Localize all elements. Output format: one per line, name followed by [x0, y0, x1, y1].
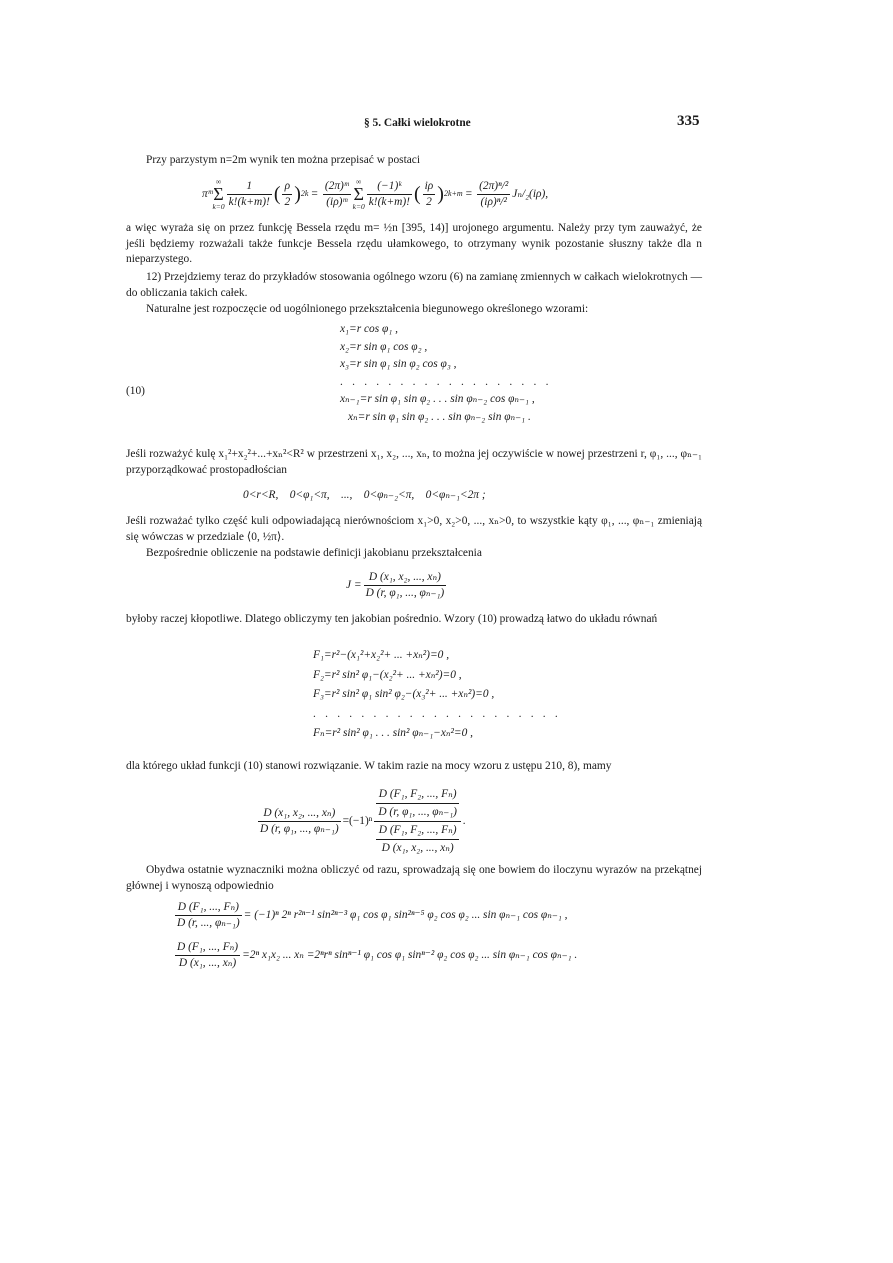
equation-line: x₁=r cos φ₁ , — [340, 323, 398, 335]
fraction — [258, 806, 341, 837]
numerator: D (F₁, ..., Fₙ) — [175, 900, 242, 916]
denominator: 2 — [284, 195, 291, 208]
jacobian-definition — [346, 570, 448, 601]
numerator: D (x₁, x₂, ..., xₙ) — [258, 806, 341, 822]
denominator: k!(k+m)! — [228, 195, 270, 208]
denominator: D (r, φ₁, ..., φₙ₋₁) — [378, 806, 457, 818]
paragraph: byłoby raczej kłopotliwe. Dlatego obliczymy ten jakobian pośrednio. Wzory (10) prowadzą łatwo do układu równań — [126, 613, 658, 625]
sum-lower: k=0 — [212, 202, 225, 211]
fraction — [282, 179, 292, 210]
eq-term: =(−1)ⁿ — [342, 815, 373, 827]
paragraph: a więc wyraża się on przez funkcję Bessela rzędu m= ½n [395, 14)] urojonego argumentu. Należy przy tym zauważyć, że jeśli będziemy rozważali także funkcje Bessela rzędu ułamkowego, to otrzymany wynik pozostanie słuszny także dla n nieparzystego. — [126, 222, 702, 265]
denominator: D (r, φ₁, ..., φₙ₋₁) — [260, 823, 339, 835]
equation-line: xₙ₋₁=r sin φ₁ sin φ₂ . . . sin φₙ₋₂ cos φₙ₋₁ , — [340, 393, 535, 405]
eq-term: =2ⁿ x₁x₂ ... xₙ =2ⁿrⁿ sinⁿ⁻¹ φ₁ cos φ₁ sinⁿ⁻² φ₂ cos φ₂ ... sin φₙ₋₁ cos φₙ₋₁ . — [242, 949, 578, 961]
numerator: D (F₁, ..., Fₙ) — [175, 940, 240, 956]
equation-system — [313, 646, 561, 744]
compound-fraction — [374, 786, 461, 857]
numerator: D (x₁, x₂, ..., xₙ) — [364, 570, 447, 586]
equation-line: xₙ=r sin φ₁ sin φ₂ . . . sin φₙ₋₂ sin φₙ₋₁ . — [348, 410, 531, 423]
eq-term: . — [462, 815, 466, 827]
equation-number: (10) — [126, 385, 145, 397]
numerator: (2π)ᵐ — [323, 179, 351, 195]
denominator: (iρ)ⁿ/² — [480, 195, 507, 208]
fraction — [423, 179, 436, 210]
equation-line: F₁=r²−(x₁²+x₂²+ ... +xₙ²)=0 , — [313, 649, 450, 661]
paragraph: Naturalne jest rozpoczęcie od uogólnionego przekształcenia biegunowego określonego wzorami: — [146, 303, 589, 315]
fraction — [175, 900, 242, 931]
polar-equations — [340, 321, 552, 426]
denominator: D (x₁, x₂, ..., xₙ) — [381, 842, 454, 854]
sum-sign: ∞ Σ k=0 — [212, 177, 225, 211]
denominator: k!(k+m)! — [368, 195, 410, 208]
denominator: D (r, ..., φₙ₋₁) — [177, 917, 240, 929]
numerator: ρ — [282, 179, 292, 195]
eq-term: πᵐ — [202, 187, 213, 200]
paragraph: dla którego układ funkcji (10) stanowi rozwiązanie. W takim razie na mocy wzoru z ustępu 210, 8), mamy — [126, 760, 612, 772]
equation-line: Fₙ=r² sin² φ₁ . . . sin² φₙ₋₁−xₙ²=0 , — [313, 727, 474, 739]
bessel-equation: πᵐ ∞ Σ k=0 $\frac{1}{k!(k+m)!}$ ( $\frac{\rho}{2}$ ) 2k = $\frac{\text{(2π)ᵐ}}{\text{(iρ)ᵐ}}$ ∞ Σ k=0 $\frac{\text{(−1)ᵏ}}{k!(k+m)!}$ ( $\frac{i\rho}{2}$ ) 2k+m = $\frac{\text{(2π)ⁿ/²}}{\text{(iρ)ⁿ/²}}$ Jₙ/₂(iρ), — [202, 177, 549, 211]
denominator: D (r, φ₁, ..., φₙ₋₁) — [365, 587, 445, 599]
sum-lower: k=0 — [352, 202, 365, 211]
sum-sign: ∞ Σ k=0 — [352, 177, 365, 211]
denominator: D (x₁, ..., xₙ) — [178, 957, 237, 969]
equation-line: F₂=r² sin² φ₁−(x₂²+ ... +xₙ²)=0 , — [313, 668, 462, 681]
numerator: 1 — [227, 179, 272, 195]
paragraph: Jeśli rozważyć kulę x₁²+x₂²+...+xₙ²<R² w przestrzeni x₁, x₂, ..., xₙ, to można jej oczywiście w nowej przestrzeni r, φ₁, ..., φₙ₋₁ przyporządkować prostopadłościan — [126, 448, 702, 476]
determinant-1 — [173, 900, 568, 931]
equation-line: F₃=r² sin² φ₁ sin² φ₂−(x₃²+ ... +xₙ²)=0 , — [313, 688, 495, 700]
paragraph: Bezpośrednie obliczenie na podstawie definicji jakobianu przekształcenia — [146, 547, 482, 559]
denominator: (iρ)ᵐ — [326, 195, 348, 208]
paragraph: Jeśli rozważać tylko część kuli odpowiadającą nierównościom x₁>0, x₂>0, ..., xₙ>0, to wszystkie kąty φ₁, ..., φₙ₋₁ zmieniają się wówczas w przedziale ⟨0, ½π⟩. — [126, 515, 702, 543]
equation-ellipsis: . . . . . . . . . . . . . . . . . . — [340, 375, 552, 388]
equation-line: x₃=r sin φ₁ sin φ₂ cos φ₃ , — [340, 358, 457, 370]
denominator: 2 — [426, 195, 432, 208]
sum-upper: ∞ — [356, 177, 362, 186]
numerator: (−1)ᵏ — [367, 179, 412, 195]
page-number: 335 — [677, 113, 700, 129]
fraction — [227, 179, 272, 210]
eq-term: = (−1)ⁿ 2ⁿ r²ⁿ⁻¹ sin²ⁿ⁻³ φ₁ cos φ₁ sin²ⁿ⁻⁵ φ₂ cos φ₂ ... sin φₙ₋₁ cos φₙ₋₁ , — [243, 909, 568, 921]
fraction — [364, 570, 447, 601]
equation-ellipsis: . . . . . . . . . . . . . . . . . . . . . — [313, 707, 561, 720]
fraction — [374, 786, 461, 821]
numerator: (2π)ⁿ/² — [477, 179, 510, 195]
paragraph: Obydwa ostatnie wyznaczniki można obliczyć od razu, sprowadzają się one bowiem do iloczynu wyrazów na przekątnej głównej i wynoszą odpowiednio — [126, 864, 702, 892]
determinant-2 — [173, 940, 577, 971]
fraction — [323, 179, 351, 210]
eq-term: J = — [346, 579, 362, 591]
running-title: § 5. Całki wielokrotne — [364, 117, 471, 129]
fraction — [175, 940, 240, 971]
fraction — [367, 179, 412, 210]
numerator: D (F₁, F₂, ..., Fₙ) — [376, 786, 459, 804]
numerator: D (F₁, F₂, ..., Fₙ) — [376, 822, 459, 840]
equation-line: x₂=r sin φ₁ cos φ₂ , — [340, 340, 428, 353]
box-inequalities: 0<r<R, 0<φ₁<π, ..., 0<φₙ₋₂<π, 0<φₙ₋₁<2π ; — [243, 489, 486, 501]
fraction — [477, 179, 510, 210]
paragraph: 12) Przejdziemy teraz do przykładów stosowania ogólnego wzoru (6) na zamianę zmiennych w całkach wielokrotnych — do obliczania takich całek. — [126, 271, 702, 299]
numerator: iρ — [423, 179, 436, 195]
sum-upper: ∞ — [215, 177, 222, 186]
paragraph: Przy parzystym n=2m wynik ten można przepisać w postaci — [146, 154, 421, 166]
jacobian-relation — [256, 786, 466, 857]
bessel-function: Jₙ/₂(iρ), — [512, 187, 549, 200]
fraction — [374, 822, 461, 857]
